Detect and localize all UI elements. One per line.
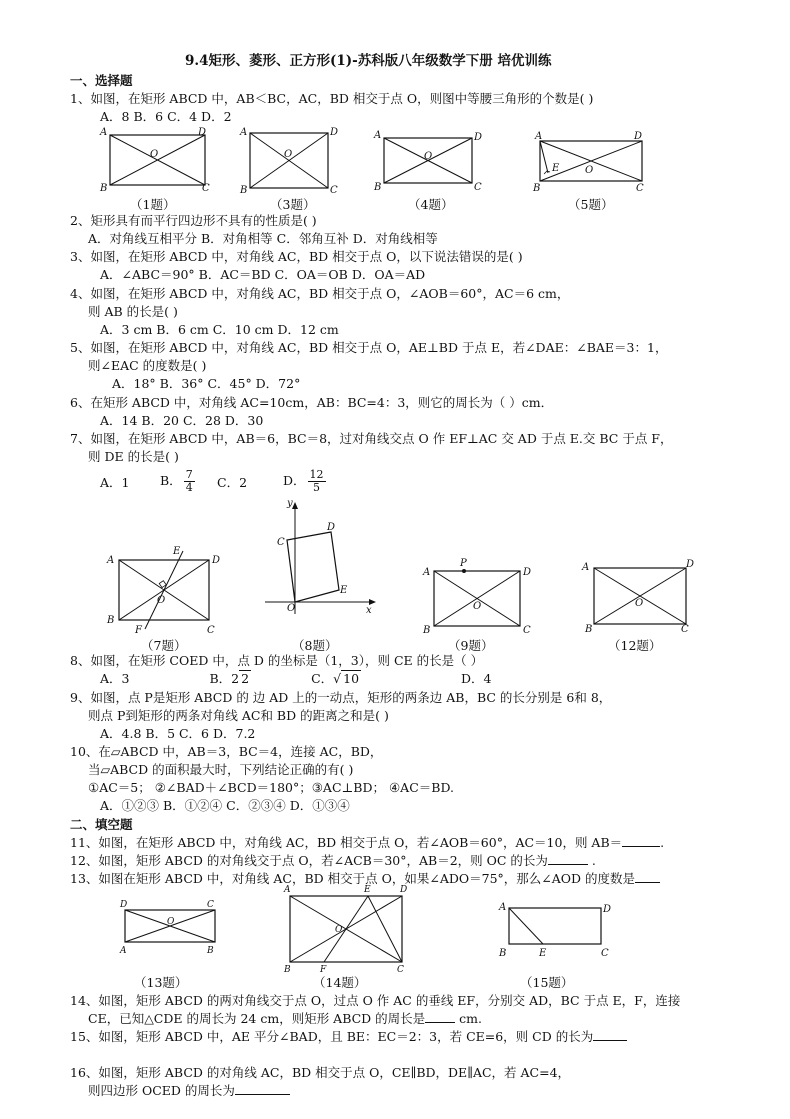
- label-A: A: [284, 885, 291, 895]
- caption-5: （5题）: [568, 197, 614, 212]
- question-14-line2: CE，已知△CDE 的周长为 24 cm，则矩形 ABCD 的周长是 cm.: [88, 1011, 482, 1026]
- label-E: E: [173, 546, 181, 557]
- question-10-options: A．①②③ B．①②④ C．②③④ D．①③④: [100, 798, 350, 813]
- label-E: E: [552, 163, 560, 174]
- label-A: A: [582, 562, 590, 573]
- label-O: O: [167, 917, 175, 927]
- label-D: D: [523, 567, 532, 578]
- caption-4: （4题）: [408, 197, 454, 212]
- question-4-line2: 则 AB 的长是( ): [88, 304, 178, 319]
- label-B: B: [107, 615, 115, 626]
- label-O: O: [635, 598, 644, 609]
- label-C: C: [207, 900, 214, 910]
- figure-5: [530, 128, 650, 193]
- label-D: D: [603, 904, 612, 915]
- label-B: B: [533, 183, 541, 194]
- figure-15: [497, 898, 617, 960]
- label-P: P: [460, 558, 467, 569]
- label-D: D: [212, 555, 221, 566]
- figure-1: [98, 125, 213, 193]
- label-A: A: [499, 902, 507, 913]
- label-A: A: [100, 127, 108, 138]
- label-D: D: [400, 885, 408, 895]
- question-11: 11、如图，在矩形 ABCD 中，对角线 AC，BD 相交于点 O，若∠AOB＝60°，AC＝10，则 AB＝ .: [70, 835, 665, 850]
- figure-9: [420, 556, 532, 634]
- label-O: O: [150, 149, 159, 160]
- figure-12: [580, 556, 695, 635]
- label-F: F: [320, 965, 327, 975]
- question-4: 4、如图，在矩形 ABCD 中，对角线 AC，BD 相交于点 O，∠AOB＝60°，AC＝6 cm，: [70, 286, 570, 301]
- figure-13: [115, 896, 225, 961]
- figure-4: [372, 128, 484, 193]
- label-C: C: [636, 183, 644, 194]
- question-9-options: A．4.8 B．5 C．6 D．7.2: [100, 726, 256, 741]
- question-7-option-c: C．2: [217, 475, 248, 490]
- caption-8: （8题）: [292, 638, 338, 653]
- label-D: D: [686, 559, 695, 570]
- label-A: A: [120, 946, 127, 956]
- question-9: 9、如图，点 P是矩形 ABCD 的 边 AD 上的一动点，矩形的两条边 AB，BC 的长分别是 6和 8，: [70, 690, 612, 705]
- figure-14: [280, 884, 410, 974]
- figure-3: [238, 125, 339, 196]
- label-B: B: [374, 182, 382, 193]
- label-C: C: [277, 537, 285, 548]
- question-8-options: A．3 B．2 2 C．√ 10 D．4: [100, 671, 492, 686]
- label-C: C: [330, 185, 338, 196]
- question-10-line2: 当▱ABCD 的面积最大时，下列结论正确的有( ): [88, 762, 354, 777]
- label-C: C: [397, 965, 404, 975]
- question-10-line3: ①AC＝5； ②∠BAD＋∠BCD＝180°；③AC⊥BD； ④AC＝BD.: [88, 780, 454, 795]
- label-A: A: [374, 130, 382, 141]
- question-5-options: A．18° B．36° C．45° D．72°: [112, 376, 301, 391]
- question-7: 7、如图，在矩形 ABCD 中，AB＝6，BC＝8，过对角线交点 O 作 EF⊥AC 交 AD 于点 E.交 BC 于点 F，: [70, 431, 673, 446]
- question-5-line2: 则∠EAC 的度数是( ): [88, 358, 207, 373]
- label-B: B: [100, 183, 108, 194]
- label-D: D: [330, 127, 339, 138]
- question-1-options: A．8 B．6 C．4 D．2: [100, 109, 232, 124]
- label-D: D: [634, 131, 643, 142]
- caption-15: （15题）: [520, 975, 574, 990]
- question-4-options: A．3 cm B．6 cm C．10 cm D．12 cm: [100, 322, 339, 337]
- label-O: O: [473, 601, 482, 612]
- question-3: 3、如图，在矩形 ABCD 中，对角线 AC，BD 相交于点 O，以下说法错误的是( ): [70, 249, 523, 264]
- label-C: C: [601, 948, 609, 959]
- label-C: C: [207, 625, 215, 636]
- question-2: 2、矩形具有而平行四边形不具有的性质是( ): [70, 213, 317, 228]
- label-E: E: [340, 585, 348, 596]
- label-B: B: [207, 946, 214, 956]
- question-16-line2: 则四边形 OCED 的周长为: [88, 1083, 290, 1099]
- label-D: D: [327, 522, 336, 533]
- question-8: 8、如图，在矩形 COED 中，点 D 的坐标是（1，3），则 CE 的长是（ ）: [70, 653, 484, 668]
- question-7-option-b: B． $\frac{7}{4}$: [160, 468, 193, 494]
- label-A: A: [240, 127, 248, 138]
- label-C: C: [523, 625, 531, 636]
- label-A: A: [535, 131, 543, 142]
- label-O: O: [424, 151, 433, 162]
- caption-13: （13题）: [134, 975, 188, 990]
- question-10: 10、在▱ABCD 中，AB＝3，BC＝4，连接 AC，BD，: [70, 744, 383, 759]
- question-7-option-a: A．1: [100, 475, 130, 490]
- question-12: 12、如图，矩形 ABCD 的对角线交于点 O，若∠ACB＝30°，AB＝2，则 OC 的长为 .: [70, 853, 596, 868]
- question-6-options: A．14 B．20 C．28 D．30: [100, 413, 264, 428]
- question-6: 6、在矩形 ABCD 中，对角线 AC=10cm，AB：BC=4：3，则它的周长为（ ）cm．: [70, 395, 554, 410]
- label-D: D: [474, 132, 483, 143]
- question-2-options: A．对角线互相平分 B．对角相等 C．邻角互补 D．对角线相等: [88, 231, 438, 246]
- label-C: C: [681, 624, 689, 635]
- label-A: A: [107, 555, 115, 566]
- label-B: B: [240, 185, 248, 196]
- label-B: B: [499, 948, 507, 959]
- label-E: E: [539, 948, 547, 959]
- question-13: 13、如图在矩形 ABCD 中，对角线 AC，BD 相交于点 O，如果∠ADO＝75°，那么∠AOD 的度数是: [70, 871, 660, 887]
- label-O: O: [287, 603, 296, 614]
- label-B: B: [284, 965, 291, 975]
- caption-3: （3题）: [270, 197, 316, 212]
- label-D: D: [120, 900, 128, 910]
- section-choice: 一、选择题: [70, 73, 133, 88]
- label-C: C: [474, 182, 482, 193]
- label-x: x: [366, 605, 372, 616]
- question-3-options: A．∠ABC＝90° B．AC＝BD C．OA＝OB D．OA＝AD: [100, 267, 426, 282]
- label-E: E: [364, 885, 371, 895]
- caption-12: （12题）: [608, 638, 662, 653]
- label-D: D: [198, 127, 207, 138]
- label-B: B: [423, 625, 431, 636]
- label-O: O: [284, 149, 293, 160]
- question-14: 14、如图，矩形 ABCD 的两对角线交于点 O，过点 O 作 AC 的垂线 EF，分别交 AD，BC 于点 E，F，连接: [70, 993, 681, 1008]
- label-B: B: [585, 624, 593, 635]
- question-5: 5、如图，在矩形 ABCD 中，对角线 AC，BD 相交于点 O，AE⊥BD 于点 E，若∠DAE：∠BAE＝3：1，: [70, 340, 668, 355]
- label-F: F: [135, 625, 142, 636]
- label-O: O: [157, 595, 166, 606]
- caption-1: （1题）: [130, 197, 176, 212]
- section-fill: 二、填空题: [70, 817, 133, 832]
- question-7-option-d: D． $\frac{12}{5}$: [283, 468, 324, 494]
- figure-7: [103, 543, 221, 635]
- page-title: 9.4矩形、菱形、正方形(1)-苏科版八年级数学下册 培优训练: [185, 53, 552, 69]
- label-O: O: [585, 165, 594, 176]
- question-15: 15、如图，矩形 ABCD 中，AE 平分∠BAD，且 BE：EC＝2：3，若 CE=6，则 CD 的长为: [70, 1029, 627, 1045]
- label-y: y: [287, 498, 293, 509]
- label-O: O: [335, 925, 343, 935]
- label-A: A: [423, 567, 431, 578]
- label-C: C: [202, 183, 210, 194]
- question-9-line2: 则点 P到矩形的两条对角线 AC和 BD 的距离之和是( ): [88, 708, 389, 723]
- question-7-line2: 则 DE 的长是( ): [88, 449, 179, 464]
- caption-9: （9题）: [448, 638, 494, 653]
- caption-7: （7题）: [141, 638, 187, 653]
- question-1: 1、如图，在矩形 ABCD 中，AB＜BC，AC，BD 相交于点 O，则图中等腰三角形的个数是( ): [70, 91, 594, 106]
- figure-8: [265, 498, 377, 618]
- question-16: 16、如图，矩形 ABCD 的对角线 AC，BD 相交于点 O，CE∥BD，DE∥AC，若 AC=4，: [70, 1065, 571, 1080]
- caption-14: （14题）: [313, 975, 367, 990]
